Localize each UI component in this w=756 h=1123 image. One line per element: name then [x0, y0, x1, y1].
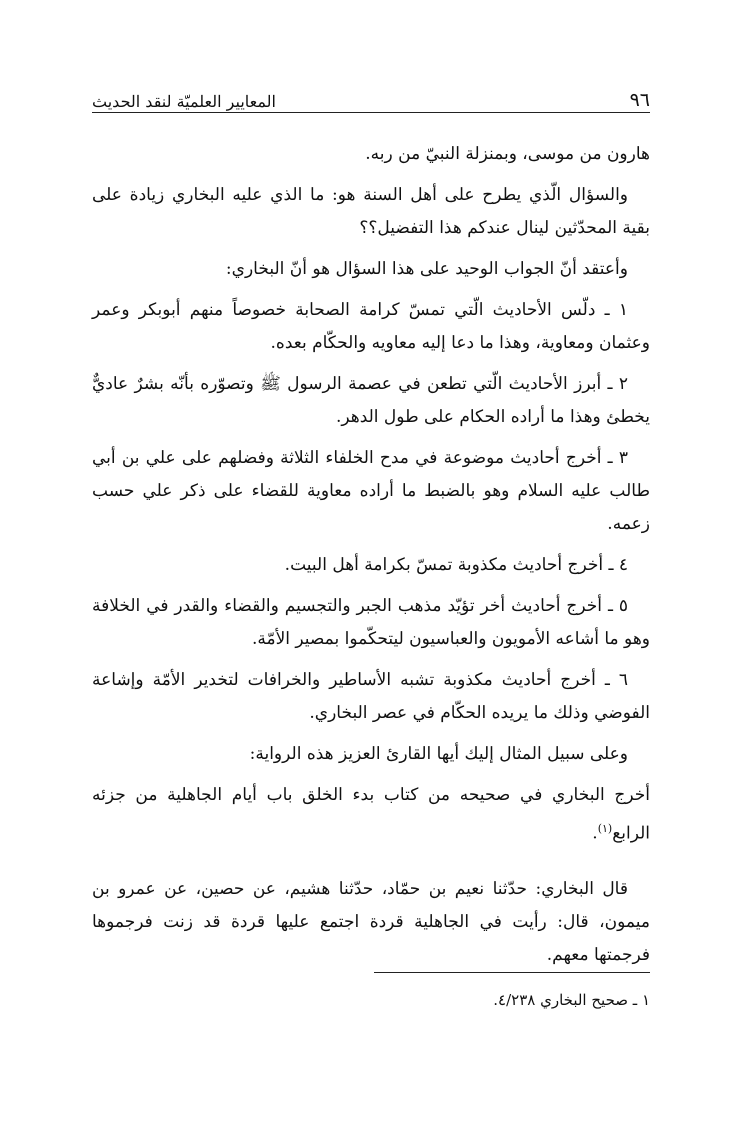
list-item: ٥ ـ أخرج أحاديث أخر تؤيّد مذهب الجبر والتجسيم والقضاء والقدر في الخلافة وهو ما أشاعه الأمويون والعباسيون ليتحكّموا بمصير الأمّة.	[92, 596, 650, 649]
paragraph-text: أخرج البخاري في صحيحه من كتاب بدء الخلق باب أيام الجاهلية من جزئه الرابع	[92, 785, 650, 844]
paragraph: هارون من موسى، وبمنزلة النبيّ من ربه.	[365, 144, 650, 164]
paragraph-with-footnote	[92, 779, 650, 851]
page-number: ٩٦	[629, 89, 650, 111]
footnote-divider	[374, 972, 650, 973]
paragraph: قال البخاري: حدّثنا نعيم بن حمّاد، حدّثنا هشيم، عن حصين، عن عمرو بن ميمون، قال: رأيت في الجاهلية قردة اجتمع عليها قردة قد زنت فرجموها فرجمتها معهم.	[92, 878, 650, 965]
list-item: ٦ ـ أخرج أحاديث مكذوبة تشبه الأساطير والخرافات لتخدير الأمّة وإشاعة الفوضي وذلك ما يريده الحكّام في عصر البخاري.	[92, 670, 650, 723]
page-header	[92, 76, 650, 110]
list-item: ٣ ـ أخرج أحاديث موضوعة في مدح الخلفاء الثلاثة وفضلهم على علي بن أبي طالب عليه السلام وهو بالضبط ما أراده معاوية للقضاء على ذكر علي حسب زعمه.	[92, 448, 650, 534]
paragraph-end-punctuation: .	[592, 823, 598, 844]
footnote-marker: (١)	[597, 822, 613, 835]
paragraph: والسؤال الّذي يطرح على أهل السنة هو: ما الذي عليه البخاري زيادة على بقية المحدّثين لينال عندكم هذا التفضيل؟؟	[92, 185, 650, 238]
list-item: ٤ ـ أخرج أحاديث مكذوبة تمسّ بكرامة أهل البيت.	[284, 555, 628, 575]
body-text	[92, 138, 650, 980]
header-divider	[92, 112, 650, 113]
footnote: ١ ـ صحيح البخاري ٤/٢٣٨.	[493, 991, 650, 1009]
list-item: ٢ ـ أبرز الأحاديث الّتي تطعن في عصمة الرسول ﷺ وتصوّره بأنّه بشرٌ عاديٌّ يخطئ وهذا ما أراده الحكام على طول الدهر.	[92, 374, 650, 427]
list-item: ١ ـ دلّس الأحاديث الّتي تمسّ كرامة الصحابة خصوصاً منهم أبوبكر وعمر وعثمان ومعاوية، وهذا ما دعا إليه معاويه والحكّام بعده.	[92, 300, 650, 353]
paragraph: وأعتقد أنّ الجواب الوحيد على هذا السؤال هو أنّ البخاري:	[225, 259, 628, 279]
paragraph: وعلى سبيل المثال إليك أيها القارئ العزيز هذه الرواية:	[249, 744, 628, 764]
running-title: المعايير العلميّة لنقد الحديث	[92, 92, 276, 111]
